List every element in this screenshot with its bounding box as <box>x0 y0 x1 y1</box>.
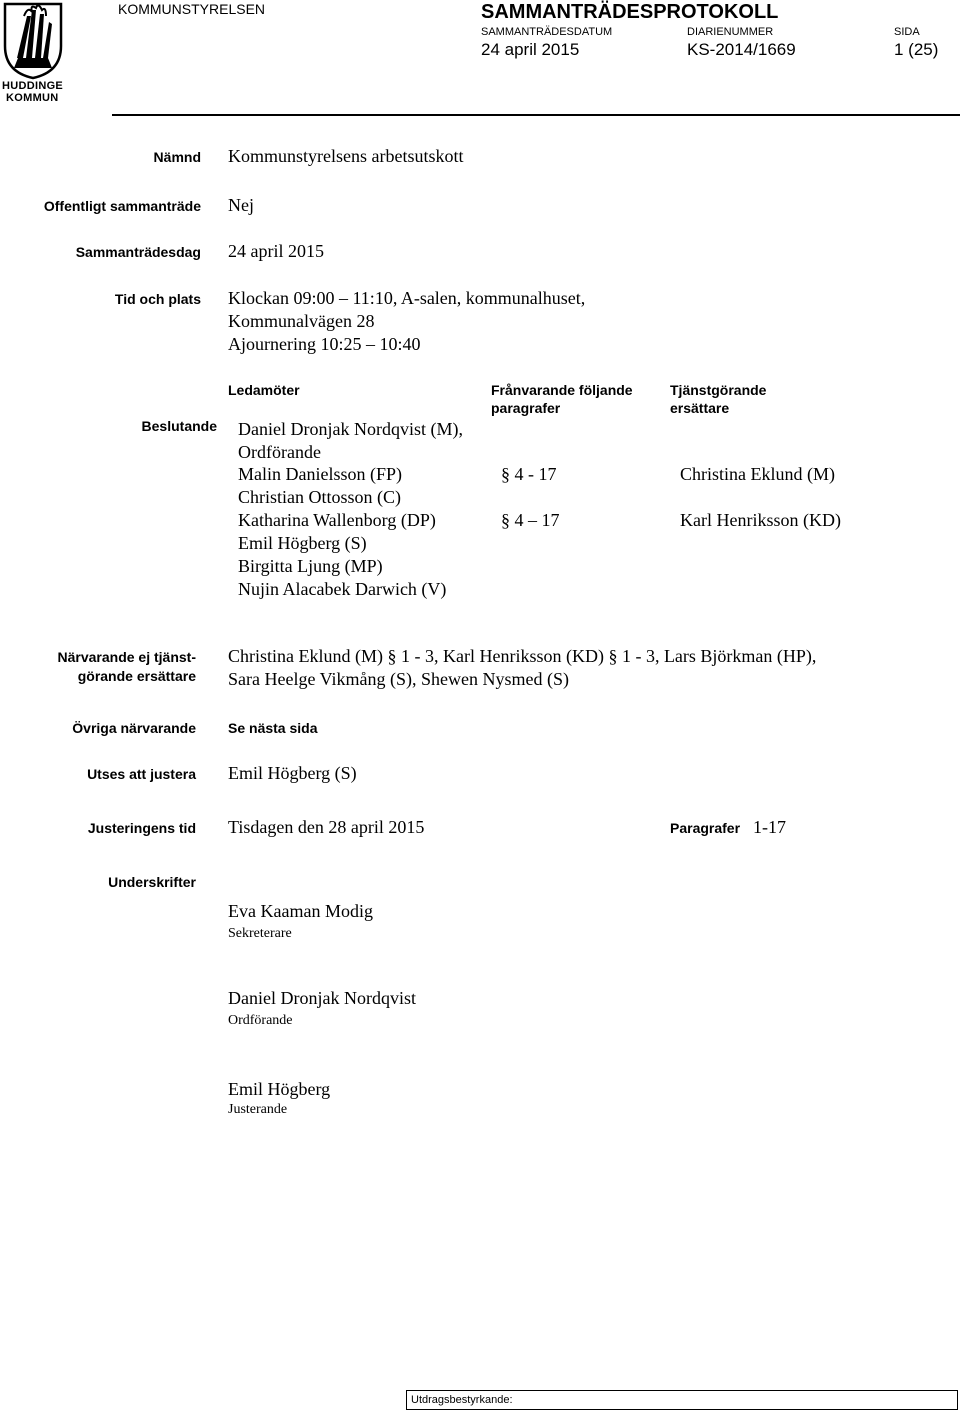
org-name: KOMMUNSTYRELSEN <box>118 1 266 17</box>
signer-0-role: Sekreterare <box>228 926 292 941</box>
col-franvarande: Frånvarande följande paragrafer <box>491 382 633 416</box>
member-5-name: Birgitta Ljung (MP) <box>238 556 383 576</box>
logo-text-line1: HUDDINGE <box>2 80 64 92</box>
paragrafer-label: Paragrafer <box>670 820 741 836</box>
justeringens-tid-value: Tisdagen den 28 april 2015 <box>228 817 425 837</box>
utdragsbestyrkande-box <box>406 1390 958 1410</box>
signer-2-role: Justerande <box>228 1102 288 1117</box>
diary-value: KS-2014/1669 <box>687 40 796 59</box>
page-label: SIDA <box>894 26 920 38</box>
ovriga-label: Övriga närvarande <box>72 720 196 736</box>
underskrifter-label: Underskrifter <box>108 874 196 890</box>
member-2-name: Christian Ottosson (C) <box>238 487 402 507</box>
member-4-name: Emil Högberg (S) <box>238 533 367 553</box>
signer-1-role: Ordförande <box>228 1013 293 1028</box>
col-ledamoter: Ledamöter <box>228 382 300 398</box>
namnd-label: Nämnd <box>153 149 201 165</box>
narvarande-value-1: Christina Eklund (M) § 1 - 3, Karl Henriksson (KD) § 1 - 3, Lars Björkman (HP), <box>228 646 817 666</box>
date-label: SAMMANTRÄDESDATUM <box>481 26 613 38</box>
date-value: 24 april 2015 <box>481 40 580 59</box>
col-tjanstgorande: Tjänstgörande ersättare <box>670 382 767 416</box>
signer-0-name: Eva Kaaman Modig <box>228 901 373 921</box>
narvarande-value-2: Sara Heelge Vikmång (S), Shewen Nysmed (S) <box>228 669 570 689</box>
coat-of-arms-icon <box>2 2 64 80</box>
member-3-absent: § 4 – 17 <box>501 510 560 530</box>
utdragsbestyrkande-label: Utdragsbestyrkande: <box>411 1394 513 1406</box>
narvarande-label-2: görande ersättare <box>77 668 196 684</box>
municipality-logo <box>0 0 66 106</box>
member-1-substitute: Christina Eklund (M) <box>680 464 835 484</box>
member-3-name: Katharina Wallenborg (DP) <box>238 510 436 530</box>
ovriga-value: Se nästa sida <box>228 720 318 736</box>
paragrafer-value: 1-17 <box>753 817 786 837</box>
tid-line-2: Kommunalvägen 28 <box>228 311 375 331</box>
narvarande-label-1: Närvarande ej tjänst- <box>57 649 196 665</box>
offentligt-label: Offentligt sammanträde <box>43 198 201 214</box>
member-0-name: Daniel Dronjak Nordqvist (M), Ordförande <box>238 419 463 462</box>
signer-2-name: Emil Högberg <box>228 1079 331 1099</box>
namnd-value: Kommunstyrelsens arbetsutskott <box>228 146 464 166</box>
datum-label: Sammanträdesdag <box>75 244 201 260</box>
diary-label: DIARIENUMMER <box>687 26 774 38</box>
member-1-absent: § 4 - 17 <box>501 464 557 484</box>
tid-label: Tid och plats <box>114 291 201 307</box>
signer-1-name: Daniel Dronjak Nordqvist <box>228 988 416 1008</box>
datum-value: 24 april 2015 <box>228 241 324 261</box>
justeringens-tid-label: Justeringens tid <box>87 820 196 836</box>
tid-line-1: Klockan 09:00 – 11:10, A-salen, kommunalhuset, <box>228 288 586 308</box>
member-1-name: Malin Danielsson (FP) <box>238 464 402 484</box>
justera-value: Emil Högberg (S) <box>228 763 357 783</box>
member-6-name: Nujin Alacabek Darwich (V) <box>238 579 447 599</box>
beslutande-label: Beslutande <box>141 418 217 434</box>
page-value: 1 (25) <box>894 40 939 59</box>
header-divider <box>112 114 960 116</box>
tid-line-3: Ajournering 10:25 – 10:40 <box>228 334 421 354</box>
member-3-substitute: Karl Henriksson (KD) <box>680 510 841 530</box>
document-title: SAMMANTRÄDESPROTOKOLL <box>481 1 779 23</box>
justera-label: Utses att justera <box>87 766 196 782</box>
offentligt-value: Nej <box>228 195 254 215</box>
logo-text-line2: KOMMUN <box>6 92 59 104</box>
